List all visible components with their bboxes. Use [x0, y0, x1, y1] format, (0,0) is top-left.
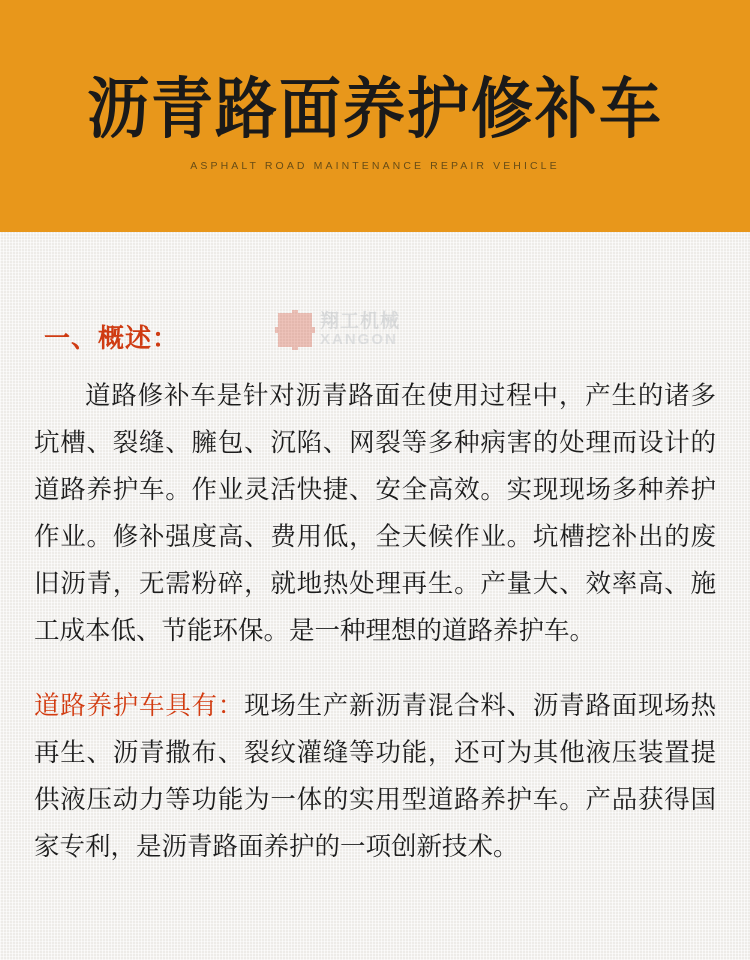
page-subtitle: ASPHALT ROAD MAINTENANCE REPAIR VEHICLE: [190, 159, 560, 172]
paragraph-2-lead: 道路养护车具有：: [34, 691, 245, 721]
page-title: 沥青路面养护修补车: [86, 70, 663, 148]
header-banner: [0, 0, 750, 232]
brand-name-en: XANGON: [320, 330, 398, 348]
header-banner-inner: [0, 0, 750, 232]
paragraph-2-rest: 现场生产新沥青混合料、沥青路面现场热再生、沥青撒布、裂纹灌缝等功能，还可为其他液压装置提供液压动力等功能为一体的实用型道路养护车。产品获得国家专利，是沥青路面养护的一项创新技术。: [34, 691, 716, 862]
overview-paragraph-2: [34, 683, 716, 871]
content-body: [0, 318, 750, 871]
section-heading-overview: 一、概述：: [44, 324, 180, 354]
overview-paragraph-1: 道路修补车是针对沥青路面在使用过程中，产生的诸多坑槽、裂缝、臃包、沉陷、网裂等多种病害的处理而设计的道路养护车。作业灵活快捷、安全高效。实现现场多种养护作业。修补强度高、费用低，全天候作业。坑槽挖补出的废旧沥青，无需粉碎，就地热处理再生。产量大、效率高、施工成本低、节能环保。是一种理想的道路养护车。: [34, 381, 716, 646]
brand-name-cn: 翔工机械: [320, 310, 401, 332]
